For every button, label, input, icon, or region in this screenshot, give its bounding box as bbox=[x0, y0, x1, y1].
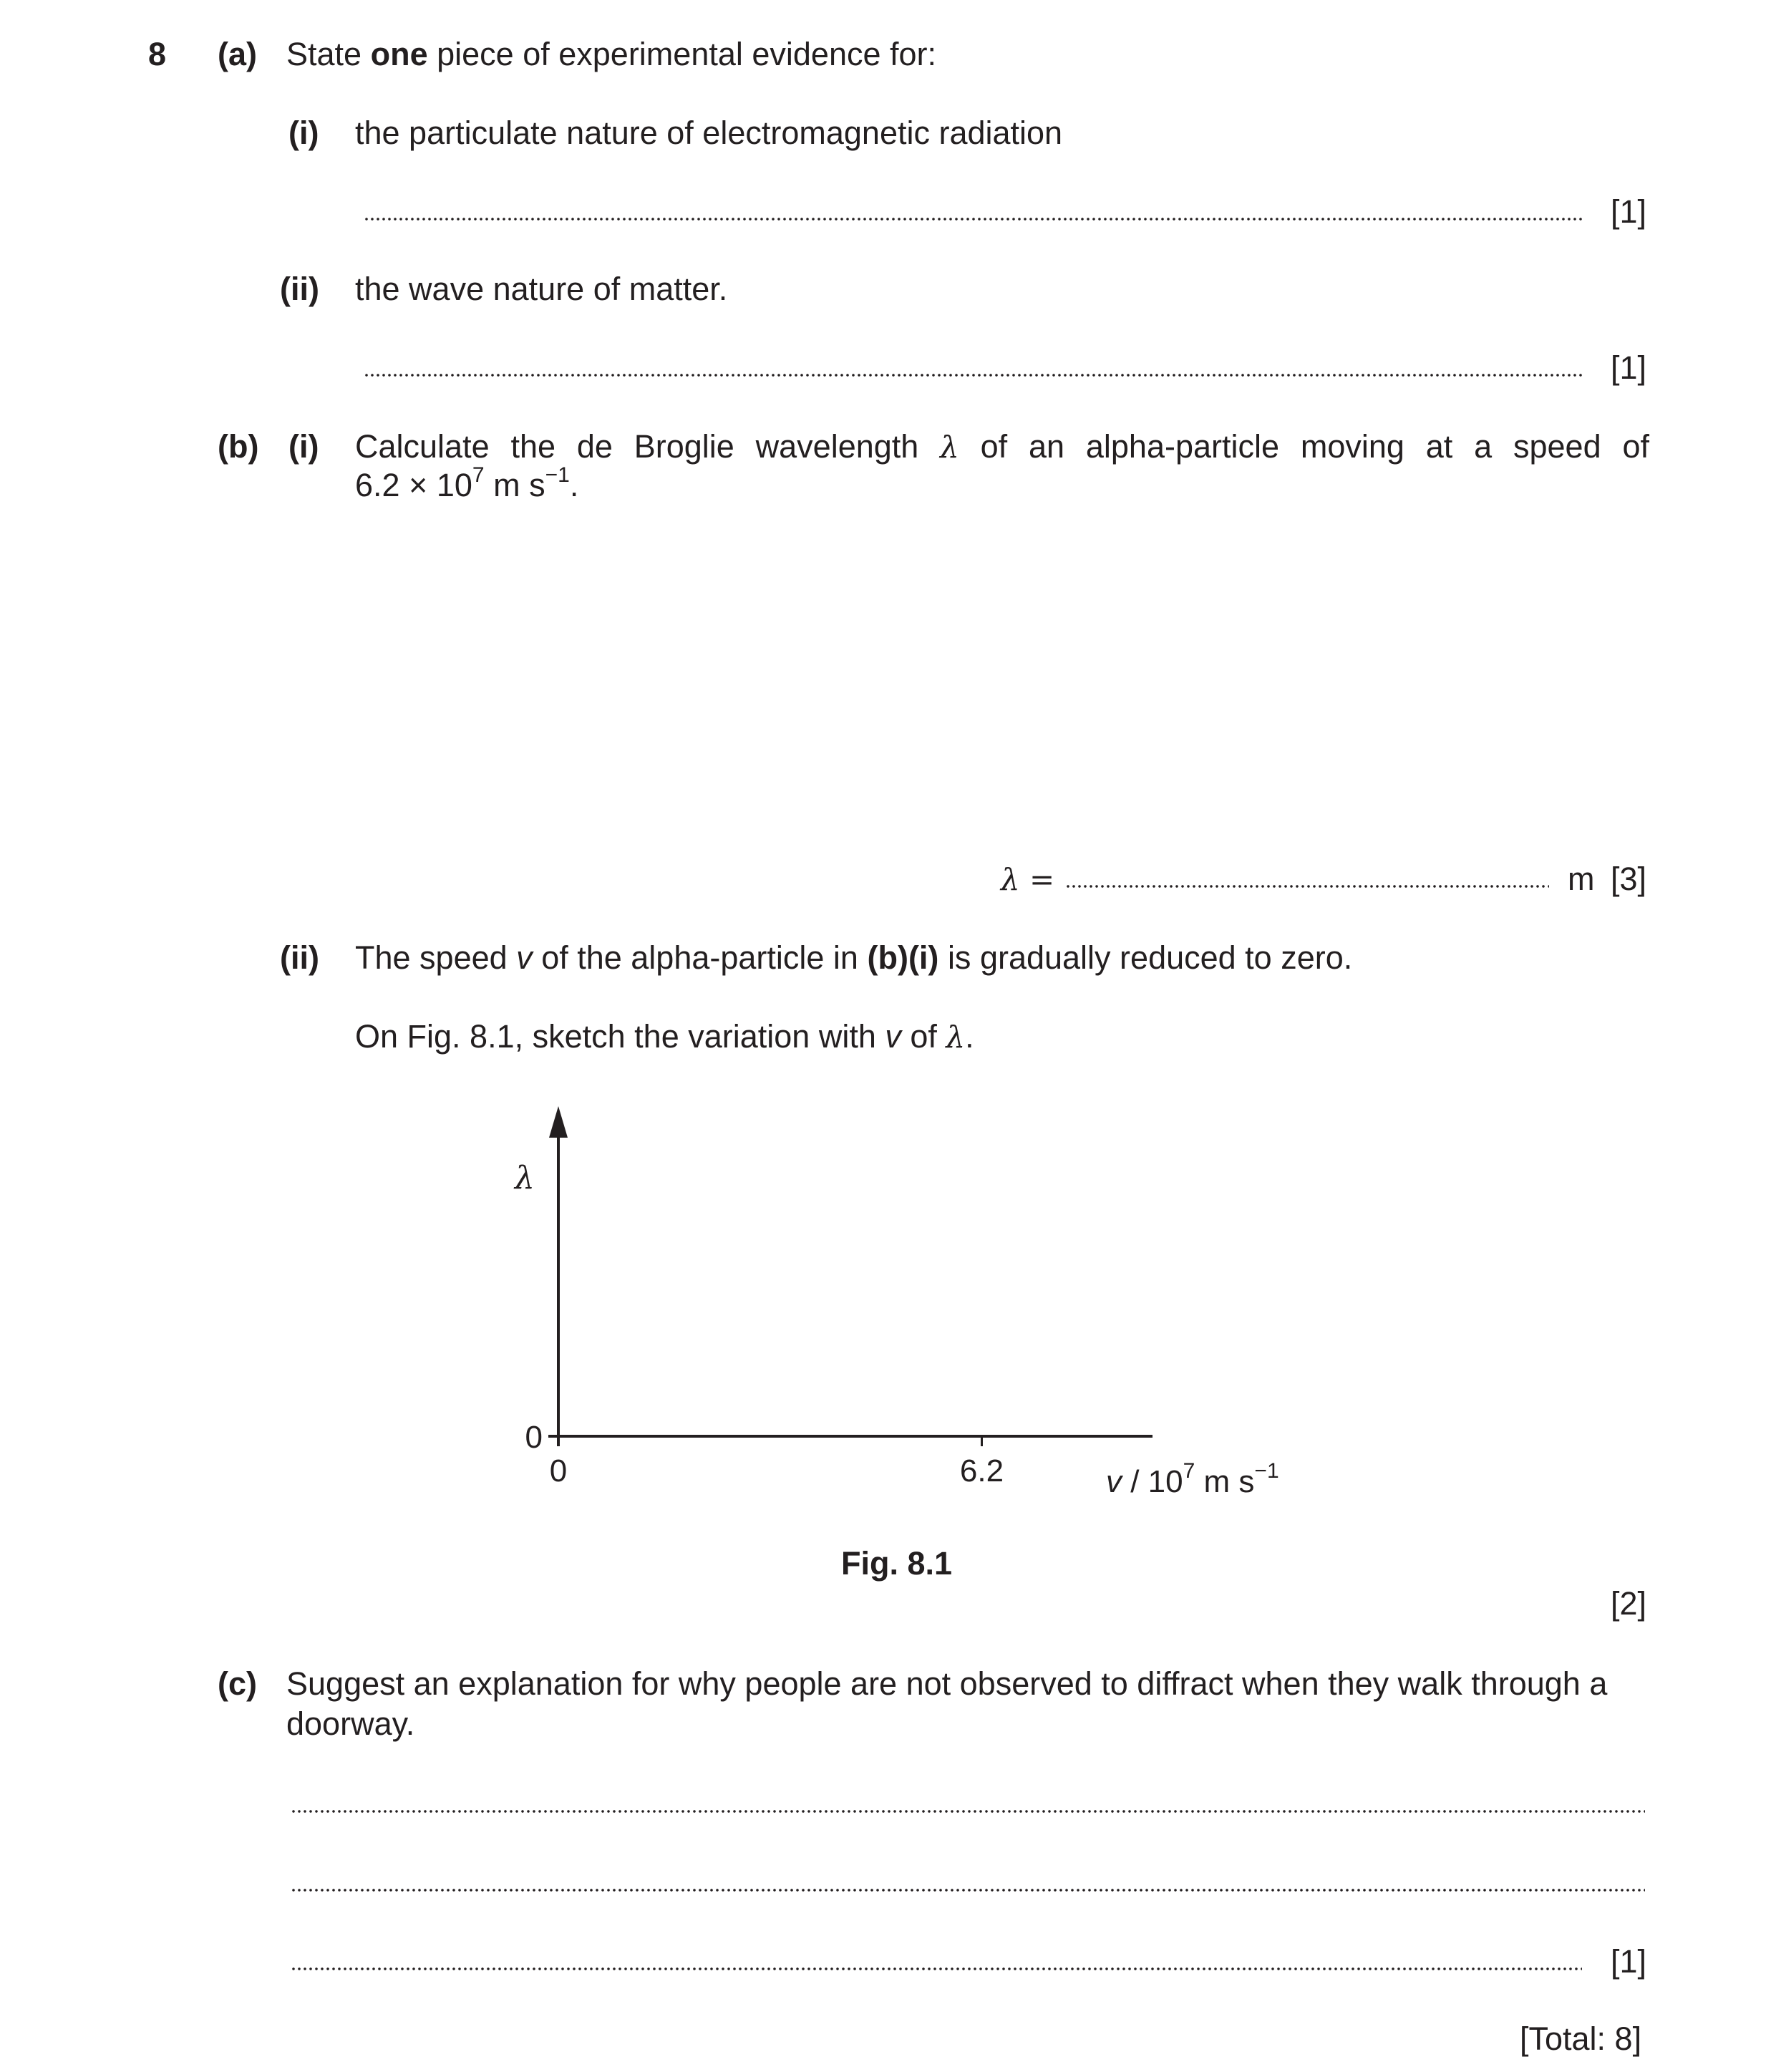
part-a-i-label: (i) bbox=[288, 115, 319, 151]
x-tick-label: 6.2 bbox=[959, 1453, 1004, 1488]
answer-line-c-3[interactable] bbox=[291, 1966, 1582, 1972]
marks-a-ii: [1] bbox=[1611, 349, 1647, 386]
question-number: 8 bbox=[148, 36, 167, 72]
part-a-i-text: the particulate nature of electromagnetic radiation bbox=[355, 115, 1063, 151]
graph-ticks bbox=[558, 1436, 981, 1446]
x-tick-label: 0 bbox=[549, 1453, 568, 1488]
part-c-text-line1: Suggest an explanation for why people are not observed to diffract when they walk through a bbox=[286, 1665, 1608, 1702]
lambda-symbol: λ bbox=[940, 430, 959, 465]
part-a-ii-text: the wave nature of matter. bbox=[355, 271, 728, 307]
y-axis-arrowhead bbox=[549, 1106, 568, 1138]
marks-a-i: [1] bbox=[1611, 193, 1647, 230]
part-b-ii-instruction: On Fig. 8.1, sketch the variation with v of λ. bbox=[355, 1018, 974, 1055]
part-a-label: (a) bbox=[218, 36, 257, 72]
graph-axes bbox=[548, 1106, 1153, 1446]
marks-c: [1] bbox=[1611, 1943, 1647, 1980]
part-c-label: (c) bbox=[218, 1665, 257, 1702]
figure-caption: Fig. 8.1 bbox=[841, 1545, 953, 1582]
part-b-ii-text: The speed v of the alpha-particle in (b)(i) is gradually reduced to zero. bbox=[355, 939, 1353, 976]
part-b-i-text: Calculate the de Broglie wavelength λ of an alpha-particle moving at a speed of bbox=[355, 428, 1649, 465]
x-axis-label: v / $10^7$ m $s^{-1}$ bbox=[1106, 1459, 1279, 1499]
marks-b-ii: [2] bbox=[1611, 1585, 1647, 1622]
y-axis-label: λ bbox=[515, 1160, 535, 1196]
part-b-ii-label: (ii) bbox=[280, 939, 319, 976]
graph-labels bbox=[513, 1160, 1004, 1488]
part-a-ii-label: (ii) bbox=[280, 271, 319, 307]
y-tick-label: 0 bbox=[525, 1420, 543, 1455]
lambda-answer-label: λ = bbox=[1001, 862, 1055, 897]
total-marks: [Total: 8] bbox=[1520, 2020, 1642, 2057]
part-c-text-line2: doorway. bbox=[286, 1705, 415, 1742]
part-a-stem: State one piece of experimental evidence for: bbox=[286, 36, 937, 72]
part-a-stem-bold: one bbox=[370, 36, 428, 72]
part-b-i-label: (i) bbox=[288, 428, 319, 465]
marks-b-i: [3] bbox=[1611, 861, 1647, 897]
part-b-i-speed: $6.2 \times 10^7$ m $s^{-1}$. bbox=[355, 463, 579, 503]
answer-line-c-2[interactable] bbox=[291, 1887, 1645, 1893]
answer-line-c-1[interactable] bbox=[291, 1809, 1645, 1814]
part-b-label: (b) bbox=[218, 428, 259, 465]
answer-unit-b-i: m bbox=[1568, 861, 1595, 897]
